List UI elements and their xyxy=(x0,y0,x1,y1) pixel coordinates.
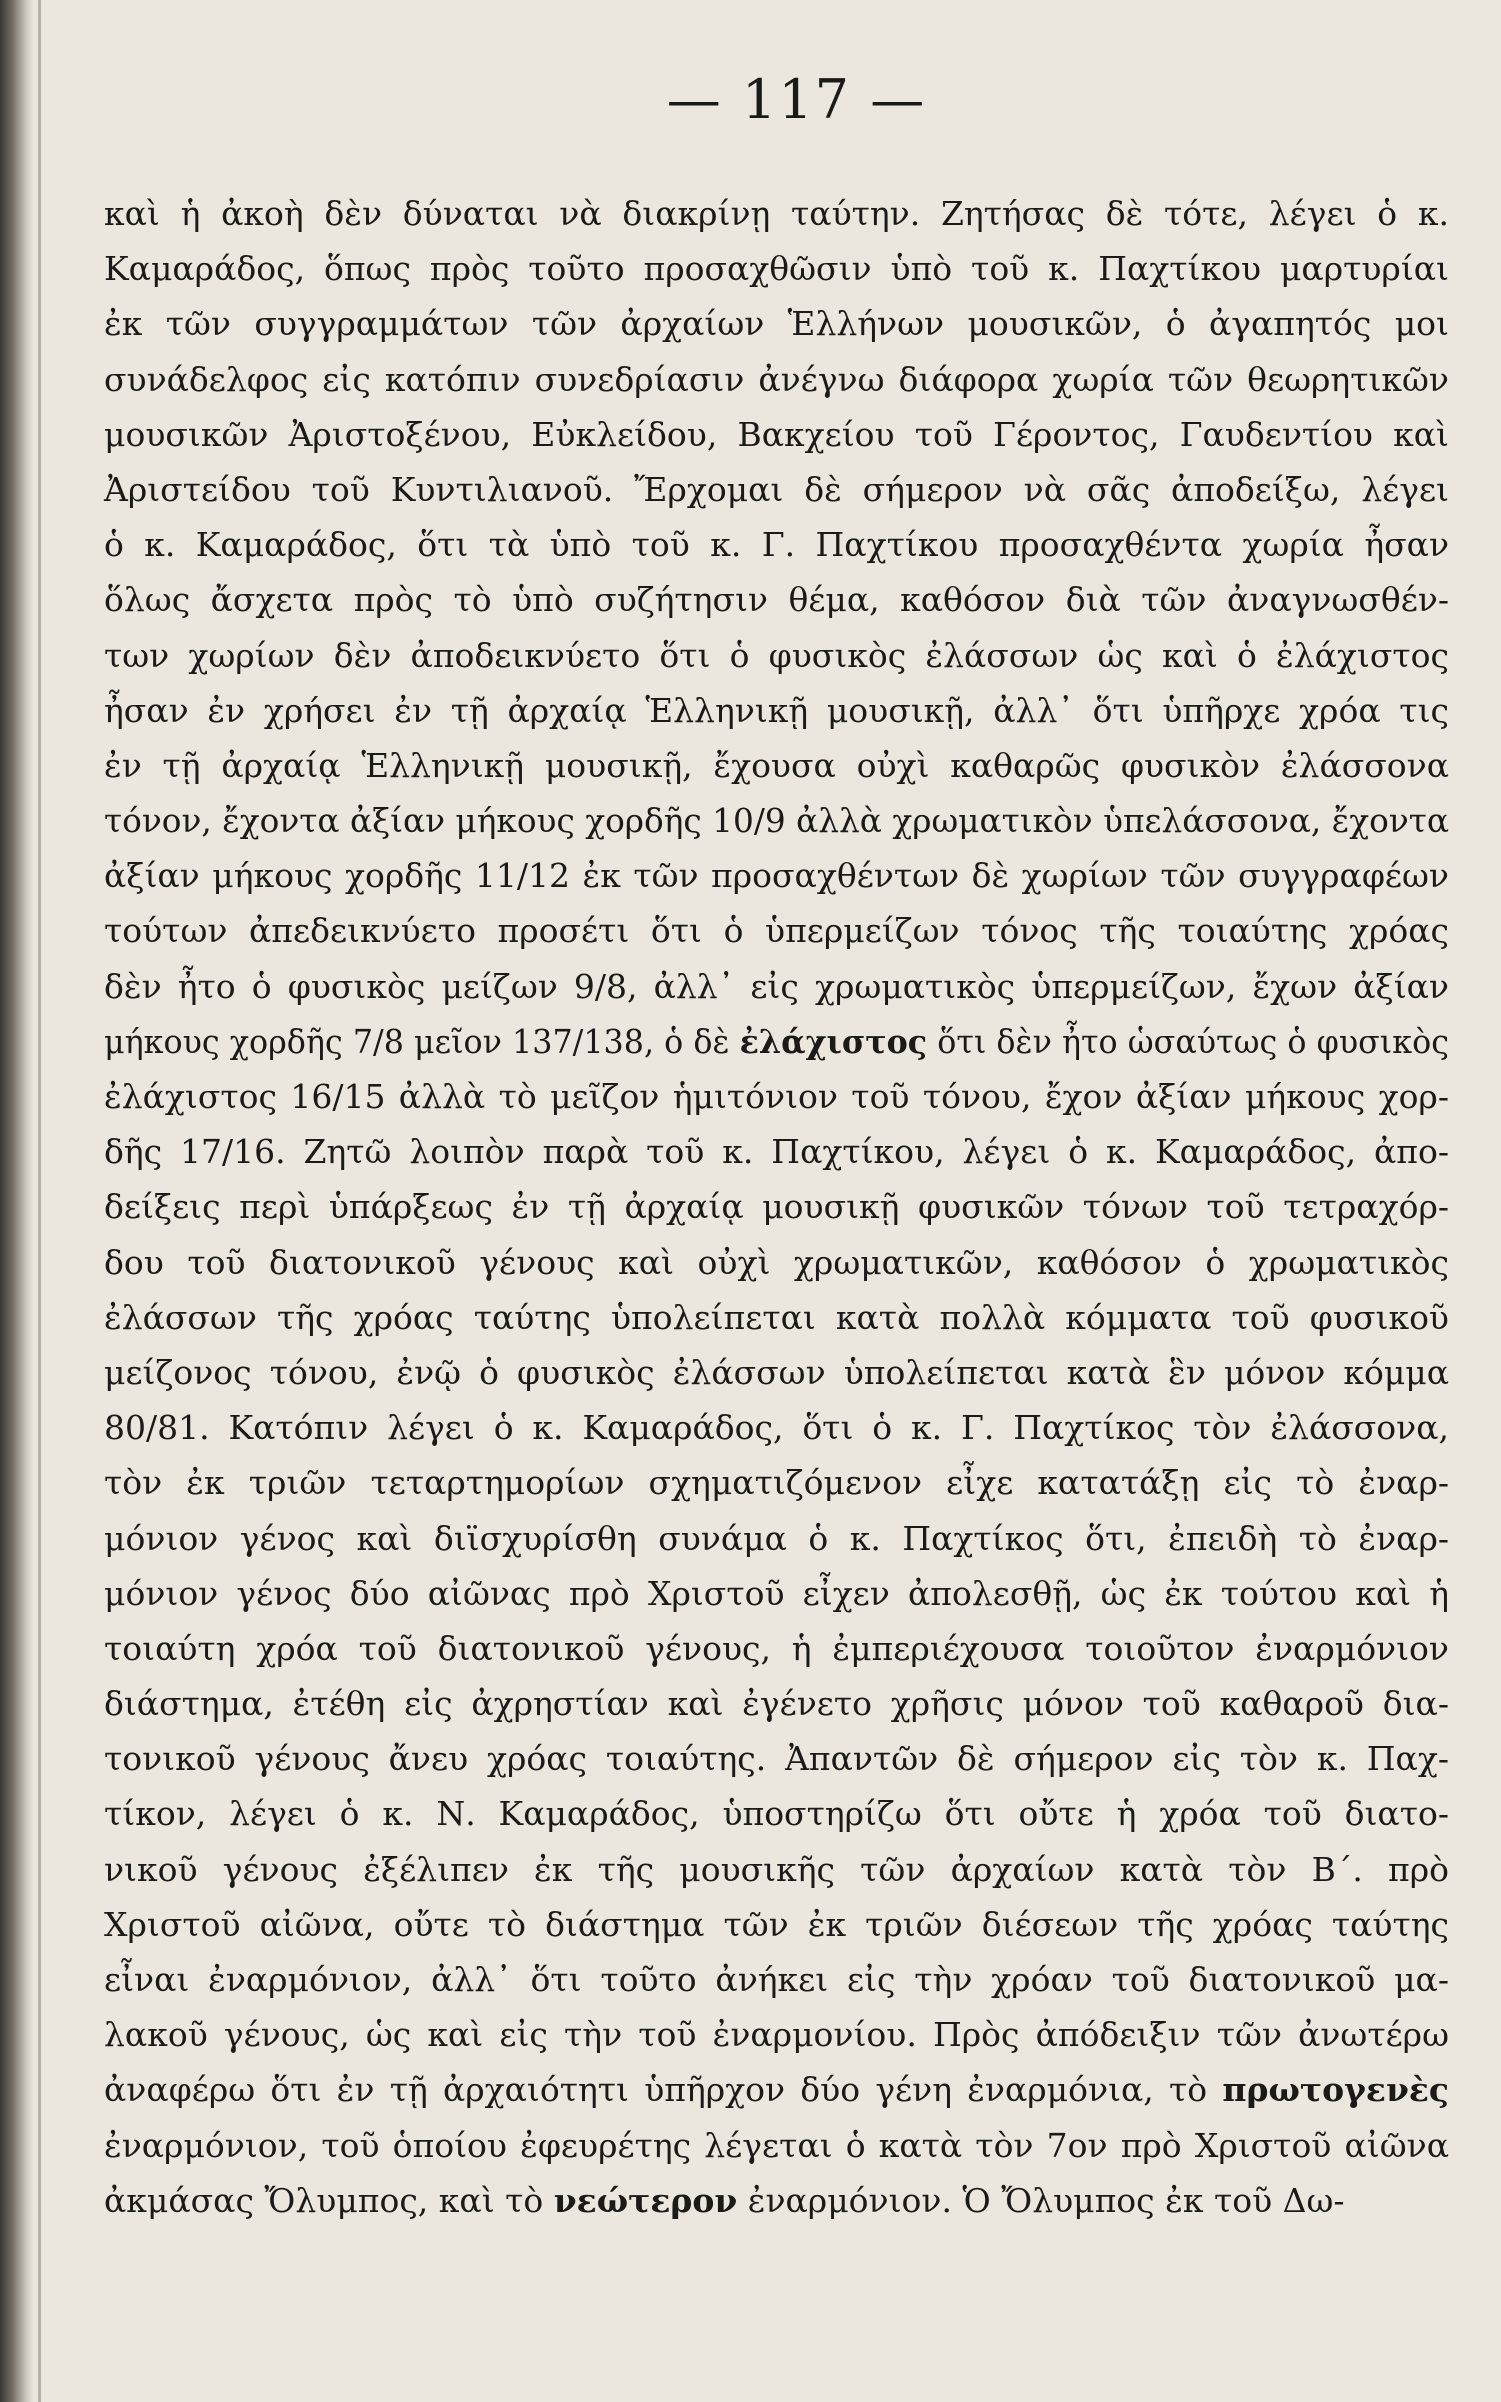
text-line xyxy=(104,1897,1449,1952)
text-run: ὅτι δὲν ἦτο ὡσαύτως ὁ φυσικὸς xyxy=(927,1021,1449,1061)
text-run: καὶ ἡ ἀκοὴ δὲν δύναται νὰ διακρίνῃ ταύτην. Ζητήσας δὲ τότε, λέγει ὁ κ. xyxy=(104,194,1449,233)
text-line xyxy=(104,517,1449,572)
text-run: ἐλάσσων τῆς χρόας ταύτης ὑπολείπεται κατὰ πολλὰ κόμματα τοῦ φυσικοῦ xyxy=(104,1297,1449,1337)
text-line xyxy=(104,1124,1449,1179)
text-line xyxy=(104,1400,1449,1455)
text-run: μόνιον γένος δύο αἰῶνας πρὸ Χριστοῦ εἶχεν ἀπολεσθῇ, ὡς ἐκ τούτου καὶ ἡ xyxy=(104,1573,1449,1613)
text-line xyxy=(104,241,1449,296)
text-line xyxy=(104,1014,1449,1069)
book-page xyxy=(104,58,1449,2228)
text-run: τούτων ἀπεδεικνύετο προσέτι ὅτι ὁ ὑπερμείζων τόνος τῆς τοιαύτης χρόας xyxy=(104,911,1449,951)
bold-term: νεώτερον xyxy=(553,2180,738,2220)
text-run: ἀξίαν μήκους χορδῆς 11/12 ἐκ τῶν προσαχθέντων δὲ χωρίων τῶν συγγραφέων xyxy=(104,856,1449,896)
text-run: ἐναρμόνιον. Ὁ Ὄλυμπος ἐκ τοῦ Δω- xyxy=(737,2180,1345,2220)
text-line xyxy=(104,462,1449,517)
text-run: συνάδελφος εἰς κατόπιν συνεδρίασιν ἀνέγνω διάφορα χωρία τῶν θεωρητικῶν xyxy=(104,359,1449,399)
text-run: μουσικῶν Ἀριστοξένου, Εὐκλείδου, Βακχείου τοῦ Γέροντος, Γαυδεντίου καὶ xyxy=(104,414,1449,454)
text-run: εἶναι ἐναρμόνιον, ἀλλ᾽ ὅτι τοῦτο ἀνήκει εἰς τὴν χρόαν τοῦ διατονικοῦ μα- xyxy=(104,1960,1449,1999)
text-line xyxy=(104,186,1449,241)
text-line xyxy=(104,2062,1449,2117)
text-line xyxy=(104,1566,1449,1621)
text-run: ἦσαν ἐν χρήσει ἐν τῇ ἀρχαίᾳ Ἑλληνικῇ μουσικῇ, ἀλλ᾽ ὅτι ὑπῆρχε χρόα τις xyxy=(104,690,1449,730)
text-run: ἀναφέρω ὅτι ἐν τῇ ἀρχαιότητι ὑπῆρχον δύο γένη ἐναρμόνια, τὸ xyxy=(104,2070,1223,2110)
text-run: μήκους χορδῆς 7/8 μεῖον 137/138, ὁ δὲ xyxy=(104,1021,740,1061)
bold-term: πρωτογενὲς xyxy=(1222,2070,1449,2110)
binding-shadow xyxy=(0,0,34,2402)
text-run: τοιαύτη χρόα τοῦ διατονικοῦ γένους, ἡ ἐμπεριέχουσα τοιοῦτον ἐναρμόνιον xyxy=(104,1628,1449,1668)
text-line xyxy=(104,628,1449,683)
text-run: τονικοῦ γένους ἄνευ χρόας τοιαύτης. Ἀπαντῶν δὲ σήμερον εἰς τὸν κ. Παχ- xyxy=(104,1739,1449,1779)
binding-edge xyxy=(38,0,41,2402)
text-line xyxy=(104,1290,1449,1345)
text-run: Χριστοῦ αἰῶνα, οὔτε τὸ διάστημα τῶν ἐκ τριῶν διέσεων τῆς χρόας ταύτης xyxy=(104,1904,1449,1944)
text-run: των χωρίων δὲν ἀποδεικνύετο ὅτι ὁ φυσικὸς ἐλάσσων ὡς καὶ ὁ ἐλάχιστος xyxy=(104,635,1449,675)
text-run: νικοῦ γένους ἐξέλιπεν ἐκ τῆς μουσικῆς τῶν ἀρχαίων κατὰ τὸν Β´. πρὸ xyxy=(104,1849,1449,1889)
text-line xyxy=(104,2118,1449,2173)
text-line xyxy=(104,1511,1449,1566)
text-line xyxy=(104,407,1449,462)
text-line xyxy=(104,572,1449,627)
text-run: ἀκμάσας Ὄλυμπος, καὶ τὸ xyxy=(104,2180,554,2220)
text-run: τὸν ἐκ τριῶν τεταρτημορίων σχηματιζόμενον εἶχε κατατάξῃ εἰς τὸ ἐναρ- xyxy=(104,1463,1449,1503)
text-line xyxy=(104,1842,1449,1897)
page-number: — 117 — xyxy=(666,68,927,131)
text-line xyxy=(104,848,1449,903)
text-line xyxy=(104,683,1449,738)
text-line xyxy=(104,352,1449,407)
text-line xyxy=(104,2173,1449,2228)
text-run: τίκον, λέγει ὁ κ. Ν. Καμαράδος, ὑποστηρίζω ὅτι οὔτε ἡ χρόα τοῦ διατο- xyxy=(104,1794,1449,1834)
text-line xyxy=(104,1952,1449,2007)
text-line xyxy=(104,296,1449,351)
text-run: ὅλως ἄσχετα πρὸς τὸ ὑπὸ συζήτησιν θέμα, καθόσον διὰ τῶν ἀναγνωσθέν- xyxy=(104,580,1449,620)
text-run: ἐναρμόνιον, τοῦ ὁποίου ἐφευρέτης λέγεται ὁ κατὰ τὸν 7ον πρὸ Χριστοῦ αἰῶνα xyxy=(104,2125,1449,2165)
text-run: δείξεις περὶ ὑπάρξεως ἐν τῇ ἀρχαίᾳ μουσικῇ φυσικῶν τόνων τοῦ τετραχόρ- xyxy=(104,1187,1449,1227)
text-run: δου τοῦ διατονικοῦ γένους καὶ οὐχὶ χρωματικῶν, καθόσον ὁ χρωματικὸς xyxy=(104,1242,1449,1282)
text-run: δῆς 17/16. Ζητῶ λοιπὸν παρὰ τοῦ κ. Παχτίκου, λέγει ὁ κ. Καμαράδος, ἀπο- xyxy=(104,1132,1449,1172)
text-run: τόνον, ἔχοντα ἀξίαν μήκους χορδῆς 10/9 ἀλλὰ χρωματικὸν ὑπελάσσονα, ἔχοντα xyxy=(104,801,1449,841)
text-run: 80/81. Κατόπιν λέγει ὁ κ. Καμαράδος, ὅτι ὁ κ. Γ. Παχτίκος τὸν ἐλάσσονα, xyxy=(104,1408,1449,1448)
text-line xyxy=(104,1345,1449,1400)
text-line xyxy=(104,903,1449,958)
text-run: ἐν τῇ ἀρχαίᾳ Ἑλληνικῇ μουσικῇ, ἔχουσα οὐχὶ καθαρῶς φυσικὸν ἐλάσσονα xyxy=(104,745,1449,785)
text-run: μόνιον γένος καὶ διϊσχυρίσθη συνάμα ὁ κ. Παχτίκος ὅτι, ἐπειδὴ τὸ ἐναρ- xyxy=(104,1518,1449,1558)
text-line xyxy=(104,2007,1449,2062)
text-line xyxy=(104,738,1449,793)
text-line xyxy=(104,1731,1449,1786)
text-line xyxy=(104,1179,1449,1234)
text-line xyxy=(104,1235,1449,1290)
text-line xyxy=(104,1621,1449,1676)
text-run: ὁ κ. Καμαράδος, ὅτι τὰ ὑπὸ τοῦ κ. Γ. Παχτίκου προσαχθέντα χωρία ἦσαν xyxy=(104,525,1449,565)
text-line xyxy=(104,1455,1449,1510)
text-line xyxy=(104,793,1449,848)
text-run: Καμαράδος, ὅπως πρὸς τοῦτο προσαχθῶσιν ὑπὸ τοῦ κ. Παχτίκου μαρτυρίαι xyxy=(104,249,1449,289)
text-run: λακοῦ γένους, ὡς καὶ εἰς τὴν τοῦ ἐναρμονίου. Πρὸς ἀπόδειξιν τῶν ἀνωτέρω xyxy=(104,2015,1449,2055)
text-line xyxy=(104,1786,1449,1841)
text-run: ἐκ τῶν συγγραμμάτων τῶν ἀρχαίων Ἑλλήνων μουσικῶν, ὁ ἀγαπητός μοι xyxy=(104,304,1449,344)
text-run: Ἀριστείδου τοῦ Κυντιλιανοῦ. Ἔρχομαι δὲ σήμερον νὰ σᾶς ἀποδείξω, λέγει xyxy=(104,469,1449,509)
bold-term: ἐλάχιστος xyxy=(739,1021,928,1061)
text-run: ἐλάχιστος 16/15 ἀλλὰ τὸ μεῖζον ἡμιτόνιον τοῦ τόνου, ἔχον ἀξίαν μήκους χορ- xyxy=(104,1077,1449,1116)
body-text xyxy=(104,186,1449,2228)
text-run: μείζονος τόνου, ἐνῷ ὁ φυσικὸς ἐλάσσων ὑπολείπεται κατὰ ἓν μόνον κόμμα xyxy=(104,1352,1449,1392)
text-line xyxy=(104,1676,1449,1731)
text-line xyxy=(104,1069,1449,1124)
text-run: διάστημα, ἐτέθη εἰς ἀχρηστίαν καὶ ἐγένετο χρῆσις μόνον τοῦ καθαροῦ δια- xyxy=(104,1684,1449,1724)
text-run: δὲν ἦτο ὁ φυσικὸς μείζων 9/8, ἀλλ᾽ εἰς χρωματικὸς ὑπερμείζων, ἔχων ἀξίαν xyxy=(104,966,1449,1006)
text-line xyxy=(104,959,1449,1014)
